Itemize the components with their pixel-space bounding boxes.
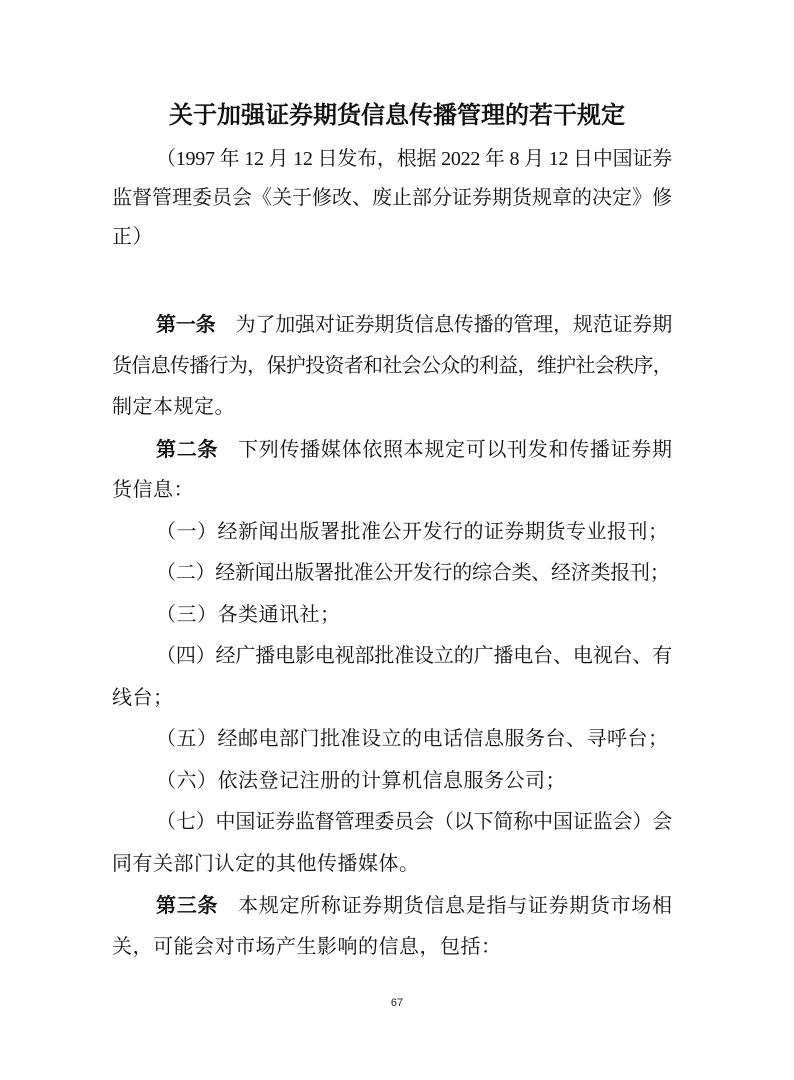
article-3: [112, 885, 672, 968]
list-item: （四）经广播电影电视部批准设立的广播电台、电视台、有: [156, 645, 672, 667]
list-item: （五）经邮电部门批准设立的电话信息服务台、寻呼台；: [156, 728, 669, 750]
subtitle-line: 监督管理委员会《关于修改、废止部分证券期货规章的决定》修: [112, 187, 672, 209]
article-heading: 第二条: [156, 436, 219, 461]
article-text: 为了加强对证券期货信息传播的管理，规范证券期: [235, 314, 672, 336]
list-item: （一）经新闻出版署批准公开发行的证券期货专业报刊；: [156, 520, 669, 543]
article-heading: 第一条: [156, 312, 216, 336]
article-text: 本规定所称证券期货信息是指与证券期货市场相: [238, 895, 673, 917]
article-line: 制定本规定。: [112, 396, 235, 418]
list-item: （六）依法登记注册的计算机信息服务公司；: [156, 769, 566, 792]
list-item-continuation: 同有关部门认定的其他传播媒体。: [112, 852, 420, 875]
document-body: [112, 304, 672, 968]
article-line: [112, 429, 672, 471]
article-1: [112, 304, 672, 429]
article-line: [112, 885, 672, 927]
article-line: [112, 304, 672, 346]
list-item: （三）各类通讯社；: [156, 603, 341, 626]
list-item-continuation: 线台；: [112, 686, 174, 709]
article-line: 关，可能会对市场产生影响的信息，包括：: [112, 935, 502, 958]
article-2: [112, 429, 672, 886]
subtitle-line: （1997 年 12 月 12 日发布，根据 2022 年 8 月 12 日中国证券: [156, 148, 672, 170]
article-line: 货信息：: [112, 479, 194, 501]
article-heading: 第三条: [156, 893, 219, 917]
document-title: 关于加强证券期货信息传播管理的若干规定: [169, 101, 625, 129]
list-item: （二）经新闻出版署批准公开发行的综合类、经济类报刊；: [156, 562, 670, 584]
subtitle-line: 正）: [112, 226, 153, 248]
list-item: （七）中国证券监督管理委员会（以下简称中国证监会）会: [156, 811, 672, 833]
document-subtitle: [112, 140, 672, 257]
article-line: 货信息传播行为，保护投资者和社会公众的利益，维护社会秩序，: [112, 354, 672, 377]
page-number: 67: [390, 997, 404, 1009]
article-text: 下列传播媒体依照本规定可以刊发和传播证券期: [238, 438, 673, 461]
